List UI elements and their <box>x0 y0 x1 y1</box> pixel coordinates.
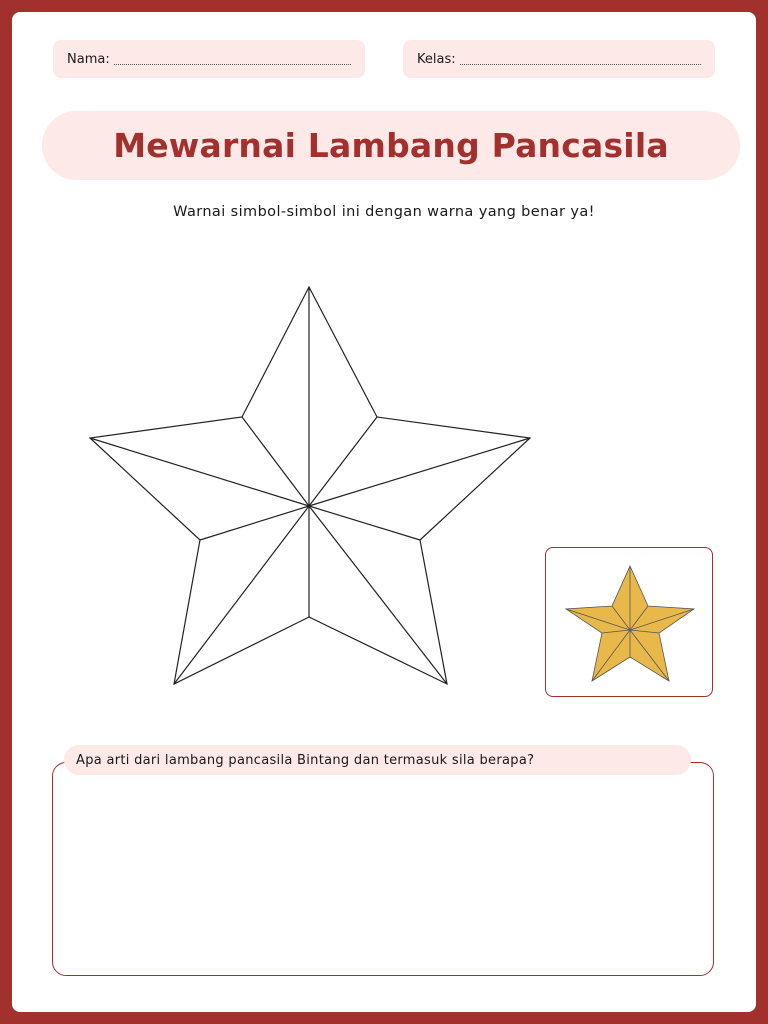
star-outline-icon[interactable] <box>72 282 562 702</box>
kelas-label: Kelas: <box>417 51 456 67</box>
reference-image-box <box>545 547 713 697</box>
title-banner <box>42 111 740 180</box>
nama-label: Nama: <box>67 51 110 67</box>
instruction-text: Warnai simbol-simbol ini dengan warna yang benar ya! <box>173 204 595 220</box>
page-title: Mewarnai Lambang Pancasila <box>113 126 669 165</box>
nama-input-line[interactable] <box>114 63 351 65</box>
question-banner <box>64 745 691 775</box>
answer-area[interactable] <box>52 762 714 976</box>
kelas-input-line[interactable] <box>460 63 701 65</box>
kelas-field[interactable] <box>403 40 715 78</box>
question-text: Apa arti dari lambang pancasila Bintang dan termasuk sila berapa? <box>76 752 535 768</box>
worksheet-page <box>12 12 756 1012</box>
star-icon <box>546 548 714 698</box>
nama-field[interactable] <box>53 40 365 78</box>
